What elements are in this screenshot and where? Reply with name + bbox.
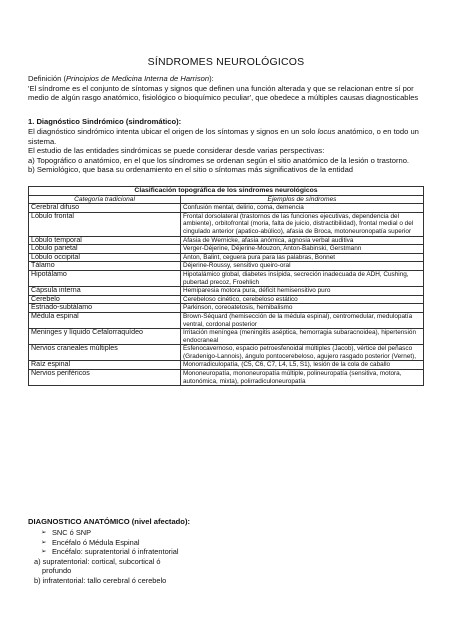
definition-label: Definición (: [28, 74, 66, 83]
table-cell-category: Cerebelo: [29, 295, 181, 304]
list-item: ➢ Encéfalo: supratentorial ó infratentorial: [41, 547, 179, 557]
section1-paragraph: a) Topográfico o anatómico, en el que los síndromes se ordenan según el sitio anatómico de la lesión o trastorno.: [28, 155, 410, 165]
table-row: [29, 212, 424, 236]
table-row: [29, 262, 424, 271]
section1-heading: 1. Diagnóstico Sindrómico (sindromático):: [28, 117, 182, 126]
definition-paragraph: [28, 74, 424, 103]
table-cell-category: Cerebral difuso: [29, 204, 181, 213]
table-cell-category: Raíz espinal: [29, 361, 181, 370]
table-cell-category: Lóbulo parietal: [29, 245, 181, 254]
list-item-a-continuation: profundo: [42, 566, 72, 576]
table-row: [29, 312, 424, 328]
list-item-b: b) infratentorial: tallo cerebral ó cerebelo: [34, 575, 167, 585]
table-row: [29, 270, 424, 286]
table-cell-examples: Anton, Balint, ceguera pura para las palabras, Bonnet: [181, 253, 424, 262]
table-cell-category: Lóbulo frontal: [29, 212, 181, 236]
table-body: [29, 204, 424, 386]
table-cell-examples: Déjerine-Roussy, sensitivo queiro-oral: [181, 262, 424, 271]
table-row: [29, 236, 424, 245]
table-header-category: Categoría tradicional: [29, 195, 181, 204]
table-cell-examples: Hipotalámico global, diabetes insípida, secreción inadecuada de ADH, Cushing, pubertad precoz, Froehlich: [181, 270, 424, 286]
table-cell-examples: Monorradiculopatía, (C5, C6, C7, L4, L5, S1), lesión de la cola de caballo: [181, 361, 424, 370]
syndrome-table: [28, 186, 424, 386]
table-cell-category: Nervios craneales múltiples: [29, 345, 181, 361]
table-cell-examples: Cerebeloso cinético, cerebeloso estático: [181, 295, 424, 304]
table-cell-examples: Verger-Déjerine, Déjerine-Mouzon, Anton-Babinski, Gerstmann: [181, 245, 424, 254]
table-row: [29, 245, 424, 254]
arrow-bullet-icon: ➢: [41, 538, 47, 546]
table-row: [29, 253, 424, 262]
table-cell-category: Nervios periféricos: [29, 370, 181, 386]
section1-paragraph: El diagnóstico sindrómico intenta ubicar el origen de los síntomas y signos en un solo locus anatómico, o en todo un sistema.: [28, 127, 419, 146]
list-item-a: a) supratentorial: cortical, subcortical ó: [34, 556, 161, 566]
definition-text: 'El síndrome es el conjunto de síntomas y signos que definen una función alterada y que se relacionan entre sí por medio de algún rasgo anatómico, fisiológico o bioquímico peculiar', que obedece a múltiples causas diagnosticables: [28, 83, 419, 103]
table-row: [29, 287, 424, 296]
section1-paragraph: b) Semiológico, que basa su ordenamiento en el sitio o síntomas más significativos de la entidad: [28, 165, 354, 175]
table-row: [29, 370, 424, 386]
table-cell-examples: Confusión mental, delirio, coma, demencia: [181, 204, 424, 213]
table-cell-examples: Frontal dorsolateral (trastornos de las funciones ejecutivas, dependencia del ambiente), orbitofrontal (moria, falta de juicio, distractibilidad), frontal medial o del cingulado anterior (apatico-abúlico), afasia de Broca, motoneuronopatía superior: [181, 212, 424, 236]
table-cell-examples: Afasia de Wernicke, afasia anómica, agnosia verbal auditiva: [181, 236, 424, 245]
table-cell-category: Lóbulo temporal: [29, 236, 181, 245]
table-cell-examples: Hemiparesia motora pura, déficit hemisensitivo puro: [181, 287, 424, 296]
locus-emphasis: locus: [317, 127, 336, 136]
definition-source: Principios de Medicina Interna de Harrison: [65, 74, 210, 83]
table-cell-category: Tálamo: [29, 262, 181, 271]
table-row: [29, 204, 424, 213]
definition-label-end: ):: [209, 74, 214, 83]
table-cell-examples: Mononeuropatía, mononeuropatía múltiple, polineuropatía (sensitiva, motora, autonómica, mixta), polirradiculoneuropatía: [181, 370, 424, 386]
table-caption: Clasificación topográfica de los síndromes neurológicos: [29, 187, 424, 196]
table-cell-category: Médula espinal: [29, 312, 181, 328]
section1-body: [28, 127, 424, 175]
table-cell-category: Meninges y líquido Cefalorraquídeo: [29, 329, 181, 345]
table-row: [29, 304, 424, 313]
table-cell-category: Hipotálamo: [29, 270, 181, 286]
anatomic-list: [28, 528, 424, 586]
table-cell-examples: Esfenocavernoso, espacio petroesfenoidal múltiples (Jacob), vértice del peñasco (Gradenigo-Lannois), ángulo pontocerebeloso, agujero rasgado posterior (Vernet),: [181, 345, 424, 361]
section1-paragraph: El estudio de las entidades sindrómicas se puede considerar desde varias perspectivas:: [28, 146, 325, 156]
section2-heading: DIAGNOSTICO ANATÓMICO (nivel afectado):: [28, 517, 191, 526]
table-cell-examples: Irritación meníngea (meningitis aséptica, hemorragia subaracnoidea), hipertensión endocraneal: [181, 329, 424, 345]
table-row: [29, 329, 424, 345]
table-cell-examples: Brown-Séquard (hemisección de la médula espinal), centromedular, medulopatía ventral, cordonal posterior: [181, 312, 424, 328]
list-item: ➢ SNC ó SNP: [41, 528, 92, 537]
table-cell-category: Estriado-subtálamo: [29, 304, 181, 313]
table-row: [29, 345, 424, 361]
table-cell-category: Lóbulo occipital: [29, 253, 181, 262]
table-cell-examples: Parkinson, coreoatetosis, hemibalismo: [181, 304, 424, 313]
table-cell-category: Cápsula interna: [29, 287, 181, 296]
arrow-bullet-icon: ➢: [41, 529, 47, 536]
arrow-bullet-icon: ➢: [41, 548, 47, 556]
page-title: SÍNDROMES NEUROLÓGICOS: [147, 56, 305, 68]
table-header-examples: Ejemplos de síndromes: [181, 195, 424, 204]
list-item: ➢ Encéfalo ó Médula Espinal: [41, 537, 140, 547]
